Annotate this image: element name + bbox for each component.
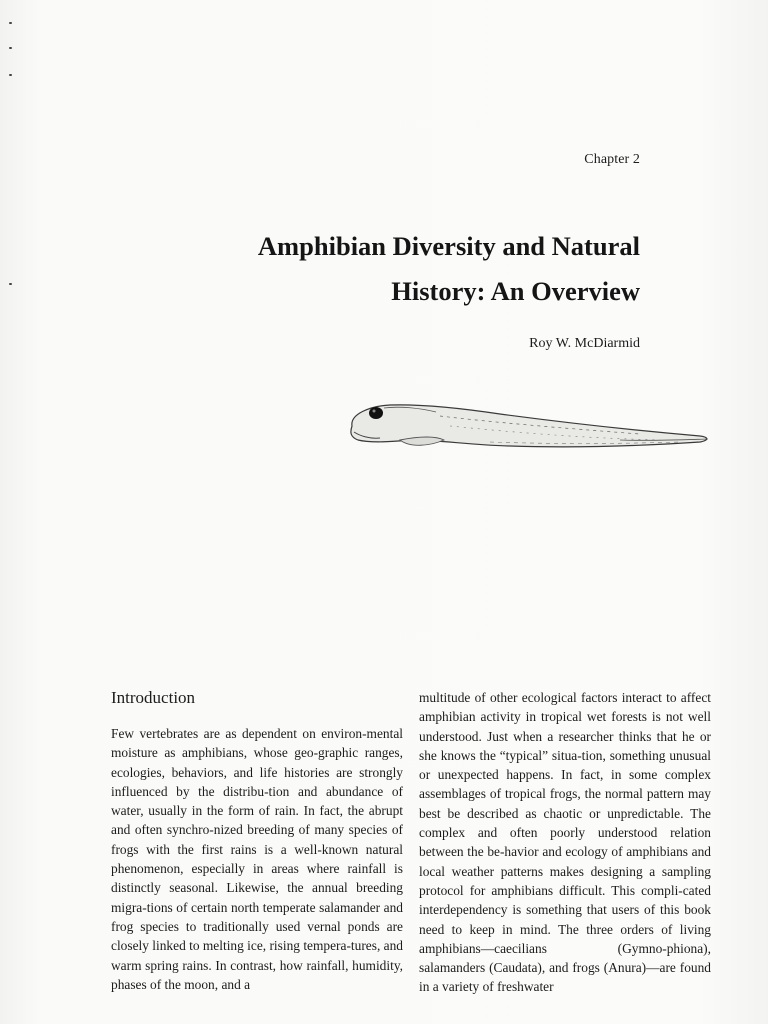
- intro-paragraph-left: Few vertebrates are as dependent on environ-mental moisture as amphibians, whose geo-graphic ranges, ecologies, behaviors, and life histories are strongly influenced by the distribu-tion and abundance of water, usually in the form of rain. In fact, the abrupt and often synchro-nized breeding of many species of frogs with the first rains is a well-known natural phenomenon, especially in areas where rainfall is distinctly seasonal. Likewise, the annual breeding migra-tions of certain north temperate salamander and frog species to traditionally used vernal ponds are closely linked to melting ice, rising tempera-tures, and warm spring rains. In contrast, how rainfall, humidity, phases of the moon, and a: [111, 726, 403, 992]
- tadpole-illustration: [340, 396, 720, 466]
- chapter-label: Chapter 2: [584, 152, 640, 167]
- author-name: Roy W. McDiarmid: [529, 336, 640, 351]
- chapter-title-line-1: Amphibian Diversity and Natural: [257, 231, 640, 261]
- section-heading-introduction: Introduction: [111, 688, 196, 707]
- chapter-title-line-2: History: An Overview: [391, 276, 640, 306]
- left-text-column: [111, 688, 403, 994]
- intro-paragraph-right: multitude of other ecological factors interact to affect amphibian activity in tropical wet forests is not well understood. Just when a researcher thinks that he or she knows the “typical” situa-tion, something unusual or unexpected happens. In fact, in some complex assemblages of tropical frogs, the normal pattern may best be described as chaotic or unpredictable. The complex and often poorly understood relation between the be-havior and ecology of amphibians and local weather patterns makes designing a sampling protocol for amphibians difficult. This compli-cated interdependency is something that users of this book need to keep in mind. The three orders of living amphibians—caecilians (Gymno-phiona), salamanders (Caudata), and frogs (Anura)—are found in a variety of freshwater: [419, 690, 711, 995]
- right-text-column: [419, 688, 711, 997]
- chapter-title: [160, 224, 640, 314]
